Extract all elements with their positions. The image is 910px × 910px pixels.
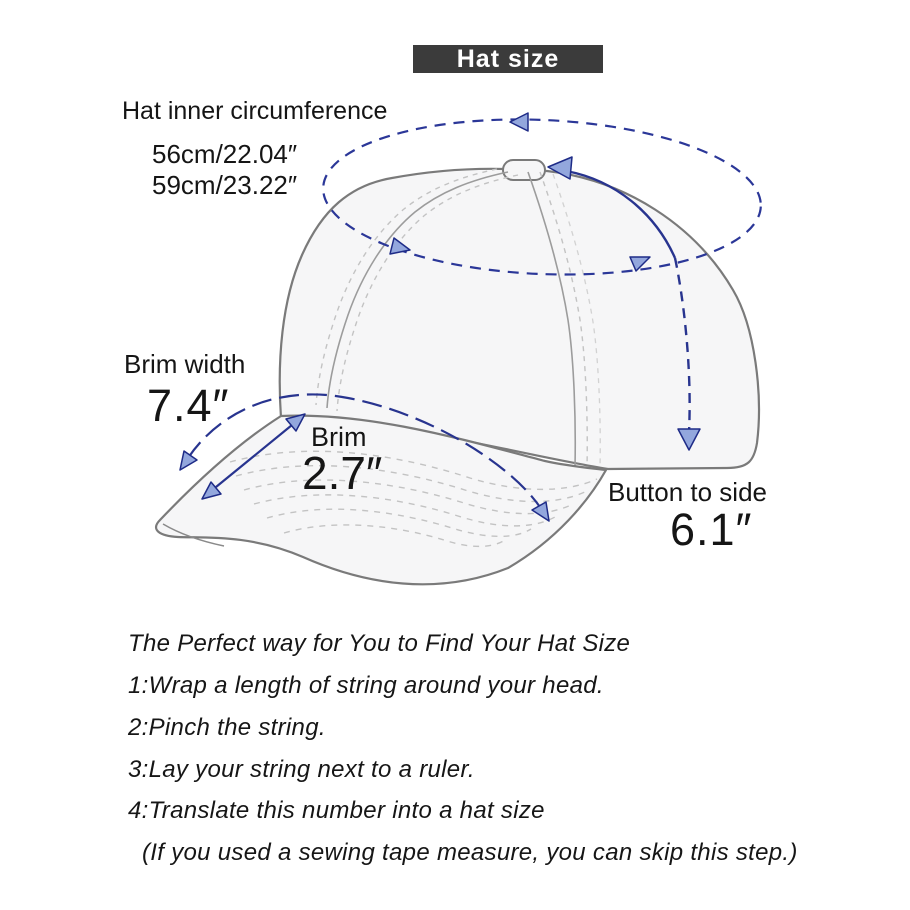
size-value-2: 59cm/23.22″: [152, 170, 298, 200]
title-banner: [413, 45, 603, 73]
cap-top-button: [503, 160, 545, 180]
instructions-note: (If you used a sewing tape measure, you can skip this step.): [142, 839, 798, 866]
instructions-heading: The Perfect way for You to Find Your Hat Size: [128, 630, 631, 657]
inner-circumference-values: [152, 139, 297, 201]
button-to-side-value: 6.1″: [670, 504, 753, 555]
brim-width-arrowhead-left: [180, 451, 197, 470]
button-to-side-label: Button to side: [608, 477, 767, 507]
inner-circumference-label: Hat inner circumference: [122, 97, 388, 125]
instruction-step-4: 4:Translate this number into a hat size: [128, 797, 545, 824]
brim-depth-label: Brim: [311, 422, 367, 452]
brim-width-value: 7.4″: [147, 380, 230, 431]
circumference-arrowhead-top: [510, 113, 528, 131]
instruction-step-1: 1:Wrap a length of string around your head.: [128, 672, 604, 699]
page-title: Hat size: [456, 44, 560, 73]
brim-depth-value: 2.7″: [302, 447, 383, 499]
size-value-1: 56cm/22.04″: [152, 139, 298, 169]
instruction-step-2: 2:Pinch the string.: [128, 714, 326, 741]
instruction-step-3: 3:Lay your string next to a ruler.: [128, 756, 475, 783]
brim-width-label: Brim width: [124, 349, 246, 379]
